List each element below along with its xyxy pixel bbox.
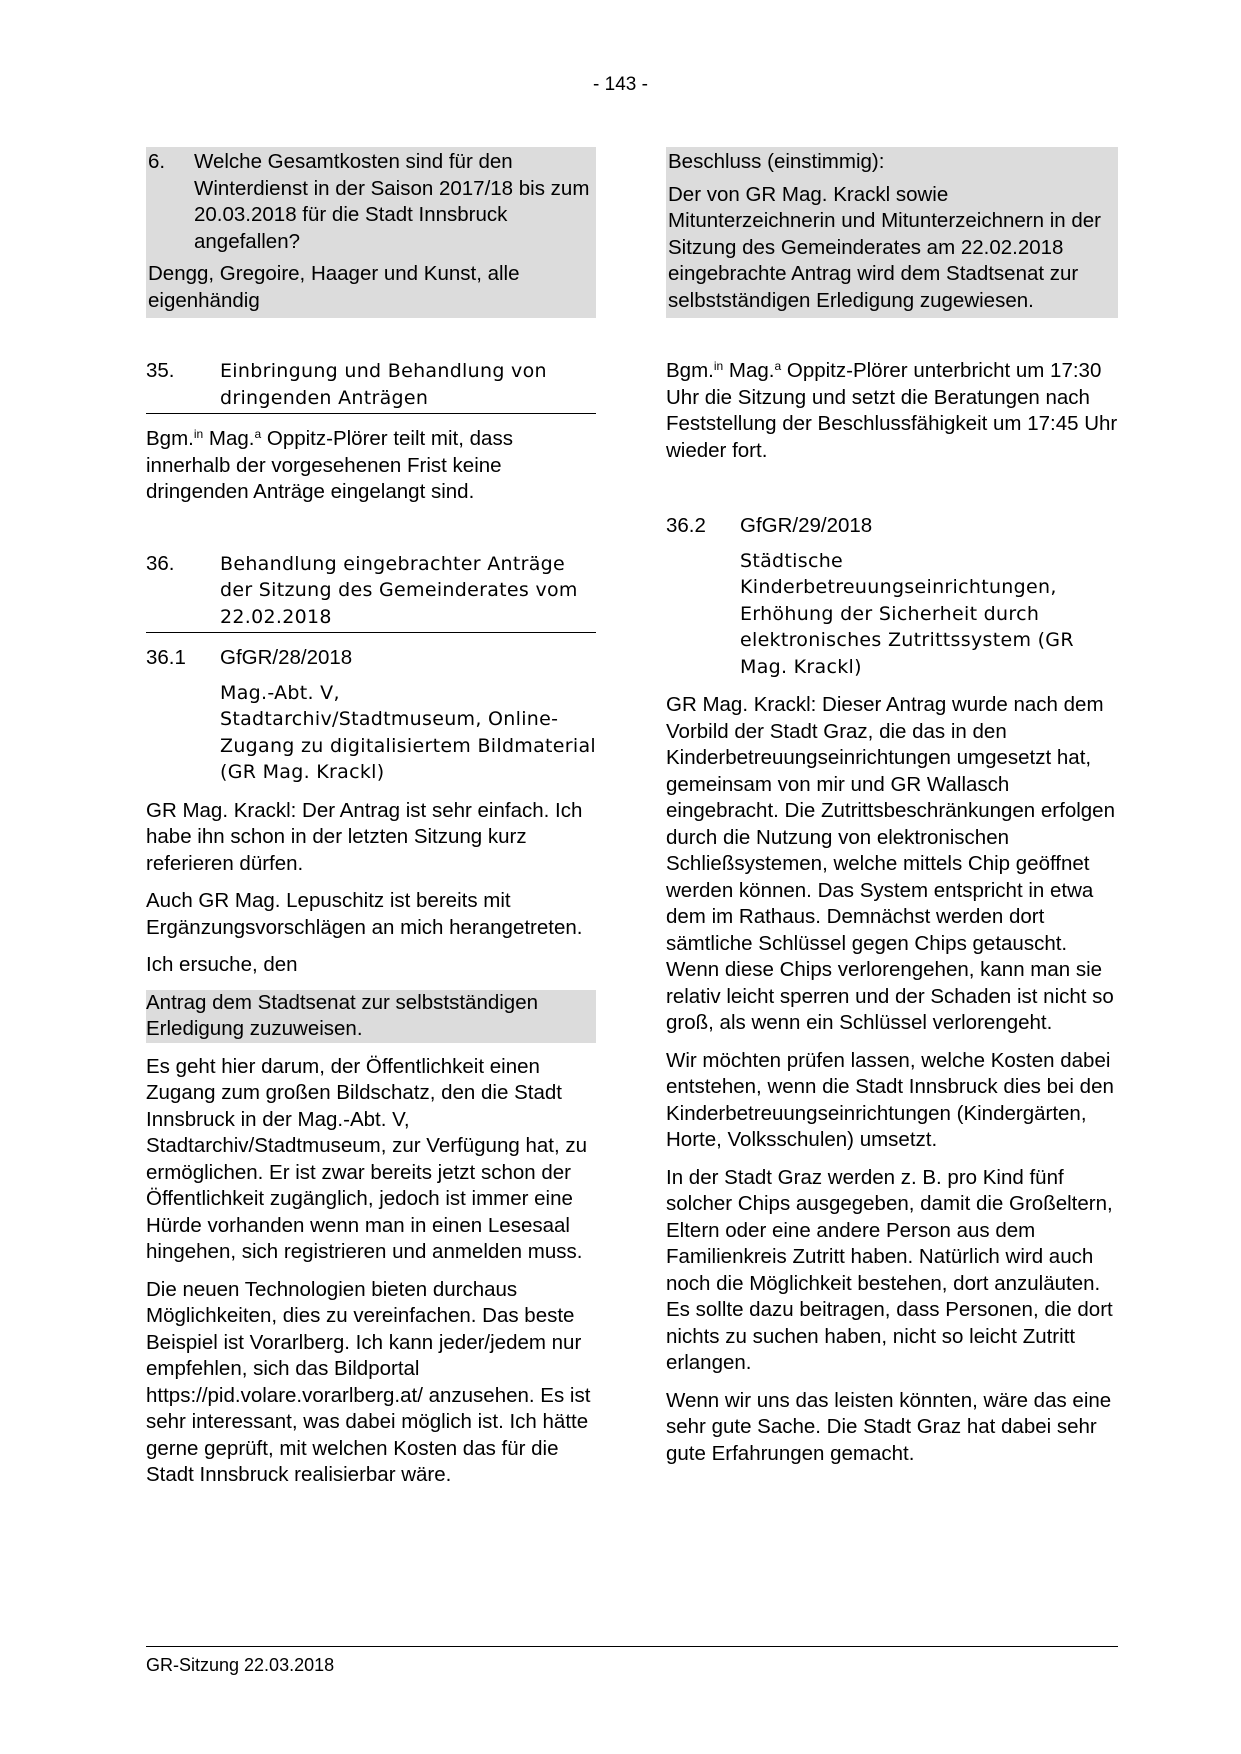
decision-text: Der von GR Mag. Krackl sowie Mitunterzeichnerin und Mitunterzeichnern in der Sitzung des Gemeinderates am 22.02.2018 eingebrachte Antrag wird dem Stadtsenat zur selbstständigen Erledigung zugewiesen. (668, 182, 1102, 312)
question-number: 6. (148, 150, 166, 173)
paragraph: Die neuen Technologien bieten durchaus Möglichkeiten, dies zu vereinfachen. Das beste Beispiel ist Vorarlberg. Ich kann jeder/jedem nur empfehlen, sich das Bildportal https://pid.volare.vorarlberg.at/ anzusehen. Es ist sehr interessant, was dabei möglich ist. Ich hätte gerne geprüft, mit welchen Kosten das für die Stadt Innsbruck realisierbar wäre. (146, 1277, 591, 1486)
paragraph: Wenn wir uns das leisten könnten, wäre das eine sehr gute Sache. Die Stadt Graz hat dabei sehr gute Erfahrungen gemacht. (666, 1388, 1112, 1465)
subsection-36-1-number: 36.1 (146, 646, 186, 669)
subsection-36-2 (666, 513, 1118, 540)
paragraph: Wir möchten prüfen lassen, welche Kosten dabei entstehen, wenn die Stadt Innsbruck dies bei den Kinderbetreuungseinrichtungen (Kindergärten, Horte, Volksschulen) umsetzt. (666, 1048, 1114, 1151)
subsection-36-1-code: GfGR/28/2018 (220, 646, 353, 669)
section-35-number: 35. (146, 359, 175, 382)
subsection-36-2-number: 36.2 (666, 514, 706, 537)
paragraph: Auch GR Mag. Lepuschitz ist bereits mit Ergänzungsvorschlägen an mich herangetreten. (146, 889, 583, 939)
question-signers: Dengg, Gregoire, Haager und Kunst, alle eigenhändig (148, 262, 520, 312)
paragraph: In der Stadt Graz werden z. B. pro Kind fünf solcher Chips ausgegeben, damit die Großeltern, Eltern oder eine andere Person aus dem Familienkreis Zutritt haben. Natürlich wird auch noch die Möglichkeit bestehen, dort anzuläuten. Es sollte dazu beitragen, dass Personen, die dort nichts zu suchen haben, nicht so leicht Zutritt erlangen. (666, 1165, 1113, 1374)
interruption-note: Bgm.$^{in}$ Mag.$^a$ Oppitz-Plörer unterbricht um 17:30 Uhr die Sitzung und setzt die Beratungen nach Feststellung der Beschlussfähigkeit um 17:45 Uhr wieder fort. (666, 359, 1118, 462)
page-number: - 143 - (593, 74, 648, 95)
section-36-number: 36. (146, 551, 175, 575)
section-36-heading (146, 551, 596, 634)
question-text: Welche Gesamtkosten sind für den Winterdienst in der Saison 2017/18 bis zum 20.03.2018 für die Stadt Innsbruck angefallen? (194, 150, 590, 253)
subsection-36-1-description: Mag.-Abt. V, Stadtarchiv/Stadtmuseum, Online-Zugang zu digitalisiertem Bildmaterial (GR Mag. Krackl) (220, 681, 597, 783)
section-35-title: Einbringung und Behandlung von dringenden Anträgen (220, 360, 547, 409)
motion-box: Antrag dem Stadtsenat zur selbstständigen Erledigung zuzuweisen. (146, 990, 596, 1043)
paragraph: Es geht hier darum, der Öffentlichkeit einen Zugang zum großen Bildschatz, den die Stadt Innsbruck in der Mag.-Abt. V, Stadtarchiv/Stadtmuseum, zur Verfügung hat, zu ermöglichen. Er ist zwar bereits jetzt schon der Öffentlichkeit zugänglich, jedoch ist immer eine Hürde vorhanden wenn man in einen Lesesaal hingehen, sich registrieren und anmelden muss. (146, 1054, 587, 1263)
decision-heading: Beschluss (einstimmig): (668, 150, 885, 173)
subsection-36-2-code: GfGR/29/2018 (740, 514, 873, 537)
decision-box (666, 147, 1118, 318)
subsection-36-1 (146, 645, 596, 672)
paragraph: Ich ersuche, den (146, 953, 298, 976)
paragraph: GR Mag. Krackl: Dieser Antrag wurde nach dem Vorbild der Stadt Graz, die das in den Kinderbetreuungseinrichtungen umgesetzt hat, gemeinsam von mir und GR Wallasch eingebracht. Die Zutrittsbeschränkungen erfolgen durch die Nutzung von elektronischen Schließsystemen, welche mittels Chip geöffnet werden können. Das System entspricht in etwa dem im Rathaus. Demnächst werden dort sämtliche Schlüssel gegen Chips getauscht. Wenn diese Chips verlorengehen, kann man sie relativ leicht sperren und der Schaden ist nicht so groß, als wenn ein Schlüssel verlorengeht. (666, 693, 1115, 1034)
section-35-body: Bgm.$^{in}$ Mag.$^a$ Oppitz-Plörer teilt mit, dass innerhalb der vorgesehenen Frist keine dringenden Anträge eingelangt sind. (146, 427, 513, 503)
section-35-heading (146, 358, 596, 414)
left-column (146, 147, 596, 1500)
footer-text: GR-Sitzung 22.03.2018 (146, 1655, 335, 1675)
section-36-title: Behandlung eingebrachter Anträge der Sitzung des Gemeinderates vom 22.02.2018 (220, 552, 578, 628)
subsection-36-2-description: Städtische Kinderbetreuungseinrichtungen, Erhöhung der Sicherheit durch elektronisches Zutrittssystem (GR Mag. Krackl) (740, 549, 1074, 678)
paragraph: GR Mag. Krackl: Der Antrag ist sehr einfach. Ich habe ihn schon in der letzten Sitzung kurz referieren dürfen. (146, 798, 583, 875)
right-column (666, 147, 1118, 1478)
question-box (146, 147, 596, 318)
footer-divider (146, 1646, 1118, 1647)
